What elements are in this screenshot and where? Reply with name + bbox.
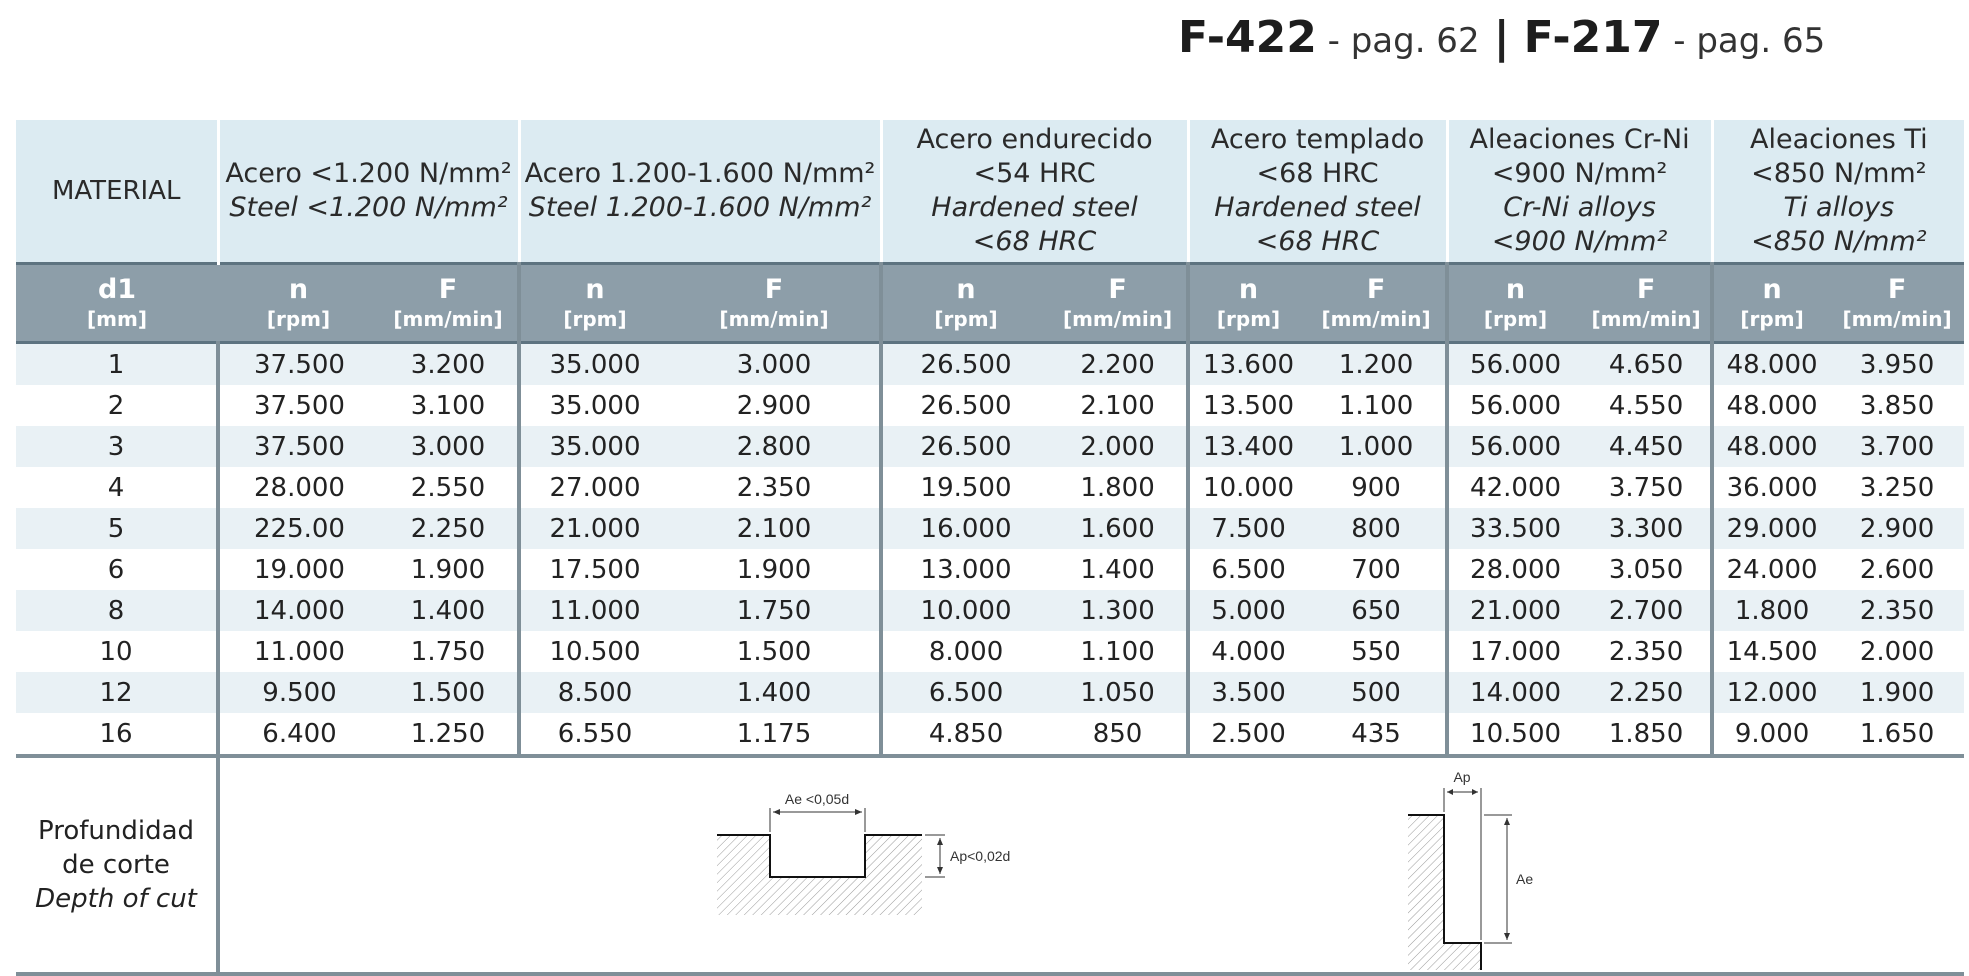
- table-row: [16, 343, 1964, 386]
- material-name-line: <900 N/mm²: [1491, 158, 1668, 189]
- rpm-header: [1188, 264, 1307, 343]
- feed-cell: 2.200: [1049, 343, 1188, 386]
- n-unit: [rpm]: [563, 307, 627, 331]
- diameter-cell: 16: [16, 713, 218, 756]
- feed-header: [1582, 264, 1712, 343]
- feed-cell: 2.700: [1582, 590, 1712, 631]
- material-name-en-line: Hardened steel: [1214, 192, 1421, 223]
- feed-cell: 650: [1307, 590, 1447, 631]
- rpm-cell: 6.400: [218, 713, 379, 756]
- diameter-cell: 8: [16, 590, 218, 631]
- rpm-cell: 9.000: [1712, 713, 1830, 756]
- feed-cell: 2.250: [379, 508, 519, 549]
- n-unit: [rpm]: [266, 307, 331, 331]
- rpm-cell: 6.500: [1188, 549, 1307, 590]
- feed-cell: 1.100: [1307, 385, 1447, 426]
- feed-cell: 2.000: [1830, 631, 1964, 672]
- diameter-cell: 3: [16, 426, 218, 467]
- title-separator: |: [1493, 12, 1510, 63]
- rpm-header: [519, 264, 669, 343]
- material-group-1: [218, 120, 519, 264]
- rpm-cell: 28.000: [1447, 549, 1582, 590]
- table-row: [16, 426, 1964, 467]
- f-unit: [mm/min]: [1321, 307, 1431, 331]
- material-name-line: Acero 1.200-1.600 N/mm²: [524, 158, 876, 189]
- rpm-cell: 56.000: [1447, 343, 1582, 386]
- f-unit: [mm/min]: [1591, 307, 1701, 331]
- table-row: [16, 631, 1964, 672]
- rpm-cell: 35.000: [519, 426, 669, 467]
- ap-label: Ap<0,02d: [950, 848, 1011, 864]
- rpm-cell: 12.000: [1712, 672, 1830, 713]
- rpm-cell: 35.000: [519, 343, 669, 386]
- slot-milling-diagram: [717, 791, 1010, 915]
- feed-cell: 3.100: [379, 385, 519, 426]
- f-label: F: [438, 274, 458, 305]
- ae-label: Ae <0,05d: [784, 791, 850, 807]
- material-name-line: <68 HRC: [1256, 158, 1379, 189]
- material-name-line: Acero <1.200 N/mm²: [225, 158, 512, 189]
- rpm-header: [1447, 264, 1582, 343]
- depth-of-cut-row: [16, 756, 1964, 974]
- slot-workpiece: [717, 835, 922, 915]
- cutting-data-table: [16, 120, 1964, 976]
- diameter-cell: 10: [16, 631, 218, 672]
- feed-cell: 1.175: [669, 713, 881, 756]
- rpm-cell: 36.000: [1712, 467, 1830, 508]
- f-label: F: [1636, 274, 1656, 305]
- depth-of-cut-diagrams: [218, 756, 1964, 974]
- feed-cell: 1.400: [669, 672, 881, 713]
- ae2-label: Ae: [1516, 871, 1534, 887]
- subheader-row: [16, 264, 1964, 343]
- rpm-cell: 42.000: [1447, 467, 1582, 508]
- n-label: n: [1505, 274, 1526, 305]
- depth-label-en: Depth of cut: [35, 884, 197, 914]
- header-row: [16, 120, 1964, 264]
- feed-cell: 1.100: [1049, 631, 1188, 672]
- material-name-line: Acero endurecido: [916, 124, 1153, 155]
- feed-cell: 2.350: [1830, 590, 1964, 631]
- n-unit: [rpm]: [934, 307, 998, 331]
- page-ref-1: - pag. 62: [1316, 21, 1480, 61]
- rpm-cell: 10.000: [1188, 467, 1307, 508]
- rpm-cell: 4.000: [1188, 631, 1307, 672]
- rpm-cell: 48.000: [1712, 343, 1830, 386]
- material-name-en-line: Hardened steel: [931, 192, 1138, 223]
- side-milling-diagram: [1408, 769, 1533, 970]
- feed-cell: 2.350: [669, 467, 881, 508]
- diameter-cell: 4: [16, 467, 218, 508]
- feed-cell: 3.200: [379, 343, 519, 386]
- f-label: F: [764, 274, 784, 305]
- diameter-cell: 1: [16, 343, 218, 386]
- rpm-cell: 10.000: [881, 590, 1049, 631]
- rpm-cell: 21.000: [519, 508, 669, 549]
- material-name-en-line: <68 HRC: [1255, 226, 1380, 257]
- table-row: [16, 549, 1964, 590]
- d1-unit: [mm]: [87, 307, 147, 331]
- table-row: [16, 672, 1964, 713]
- feed-cell: 435: [1307, 713, 1447, 756]
- f-unit: [mm/min]: [719, 307, 829, 331]
- material-group-5: [1447, 120, 1712, 264]
- rpm-cell: 8.500: [519, 672, 669, 713]
- product-code-2: F-217: [1523, 12, 1663, 63]
- n-label: n: [288, 274, 309, 305]
- rpm-cell: 14.000: [218, 590, 379, 631]
- feed-cell: 3.300: [1582, 508, 1712, 549]
- rpm-cell: 225.00: [218, 508, 379, 549]
- rpm-cell: 37.500: [218, 343, 379, 386]
- rpm-cell: 13.500: [1188, 385, 1307, 426]
- feed-cell: 1.650: [1830, 713, 1964, 756]
- feed-cell: 2.800: [669, 426, 881, 467]
- rpm-cell: 13.600: [1188, 343, 1307, 386]
- rpm-cell: 29.000: [1712, 508, 1830, 549]
- table-row: [16, 590, 1964, 631]
- rpm-header: [1712, 264, 1830, 343]
- feed-cell: 4.650: [1582, 343, 1712, 386]
- rpm-cell: 6.500: [881, 672, 1049, 713]
- d1-label: d1: [97, 274, 137, 305]
- n-label: n: [1762, 274, 1782, 305]
- feed-cell: 800: [1307, 508, 1447, 549]
- f-label: F: [1887, 274, 1907, 305]
- n-unit: [rpm]: [1216, 307, 1281, 331]
- rpm-cell: 1.800: [1712, 590, 1830, 631]
- material-group-4: [1188, 120, 1447, 264]
- material-name-line: Aleaciones Ti: [1750, 124, 1928, 155]
- rpm-cell: 13.000: [881, 549, 1049, 590]
- n-label: n: [585, 274, 605, 305]
- feed-cell: 4.550: [1582, 385, 1712, 426]
- rpm-cell: 11.000: [218, 631, 379, 672]
- feed-cell: 1.800: [1049, 467, 1188, 508]
- material-name-en-line: <850 N/mm²: [1751, 226, 1927, 257]
- page-title: [1178, 12, 1825, 63]
- feed-cell: 550: [1307, 631, 1447, 672]
- diameter-cell: 2: [16, 385, 218, 426]
- feed-header: [379, 264, 519, 343]
- material-name-en-line: Cr-Ni alloys: [1503, 192, 1656, 223]
- feed-header: [1307, 264, 1447, 343]
- d1-header: [16, 264, 218, 343]
- f-unit: [mm/min]: [393, 307, 503, 331]
- diameter-cell: 12: [16, 672, 218, 713]
- feed-cell: 2.000: [1049, 426, 1188, 467]
- n-unit: [rpm]: [1483, 307, 1548, 331]
- feed-cell: 1.600: [1049, 508, 1188, 549]
- feed-cell: 3.750: [1582, 467, 1712, 508]
- feed-cell: 1.750: [669, 590, 881, 631]
- feed-cell: 3.950: [1830, 343, 1964, 386]
- depth-of-cut-label: [16, 756, 218, 974]
- rpm-cell: 9.500: [218, 672, 379, 713]
- feed-cell: 2.100: [669, 508, 881, 549]
- rpm-cell: 10.500: [519, 631, 669, 672]
- rpm-cell: 21.000: [1447, 590, 1582, 631]
- feed-header: [1049, 264, 1188, 343]
- depth-label-line: Profundidad: [37, 816, 195, 846]
- rpm-cell: 7.500: [1188, 508, 1307, 549]
- feed-cell: 1.200: [1307, 343, 1447, 386]
- feed-cell: 3.000: [669, 343, 881, 386]
- material-name-line: <850 N/mm²: [1751, 158, 1927, 189]
- feed-cell: 700: [1307, 549, 1447, 590]
- feed-cell: 1.750: [379, 631, 519, 672]
- diameter-cell: 6: [16, 549, 218, 590]
- ap2-label: Ap: [1453, 769, 1471, 785]
- feed-cell: 1.400: [1049, 549, 1188, 590]
- material-group-2: [519, 120, 881, 264]
- rpm-cell: 56.000: [1447, 385, 1582, 426]
- depth-diagrams-svg: [220, 760, 1962, 970]
- table-row: [16, 467, 1964, 508]
- rpm-cell: 8.000: [881, 631, 1049, 672]
- material-group-3: [881, 120, 1188, 264]
- rpm-cell: 5.000: [1188, 590, 1307, 631]
- feed-cell: 1.400: [379, 590, 519, 631]
- feed-cell: 1.900: [669, 549, 881, 590]
- rpm-cell: 35.000: [519, 385, 669, 426]
- rpm-cell: 26.500: [881, 385, 1049, 426]
- feed-cell: 3.850: [1830, 385, 1964, 426]
- feed-header: [1830, 264, 1964, 343]
- f-label: F: [1108, 274, 1127, 305]
- rpm-cell: 48.000: [1712, 426, 1830, 467]
- material-name-en-line: Ti alloys: [1783, 192, 1895, 223]
- rpm-header: [218, 264, 379, 343]
- rpm-cell: 19.000: [218, 549, 379, 590]
- feed-cell: 2.600: [1830, 549, 1964, 590]
- feed-cell: 900: [1307, 467, 1447, 508]
- material-name-en-line: Steel <1.200 N/mm²: [229, 192, 508, 223]
- material-name-en-line: <68 HRC: [972, 226, 1097, 257]
- material-group-6: [1712, 120, 1964, 264]
- rpm-cell: 19.500: [881, 467, 1049, 508]
- feed-cell: 4.450: [1582, 426, 1712, 467]
- diameter-cell: 5: [16, 508, 218, 549]
- feed-cell: 1.900: [1830, 672, 1964, 713]
- table-row: [16, 385, 1964, 426]
- feed-header: [669, 264, 881, 343]
- material-name-line: <54 HRC: [973, 158, 1096, 189]
- feed-cell: 3.000: [379, 426, 519, 467]
- rpm-cell: 28.000: [218, 467, 379, 508]
- feed-cell: 1.000: [1307, 426, 1447, 467]
- feed-cell: 500: [1307, 672, 1447, 713]
- material-header: MATERIAL: [16, 120, 218, 264]
- rpm-cell: 24.000: [1712, 549, 1830, 590]
- rpm-cell: 48.000: [1712, 385, 1830, 426]
- rpm-header: [881, 264, 1049, 343]
- rpm-cell: 13.400: [1188, 426, 1307, 467]
- feed-cell: 2.550: [379, 467, 519, 508]
- rpm-cell: 2.500: [1188, 713, 1307, 756]
- rpm-cell: 4.850: [881, 713, 1049, 756]
- feed-cell: 1.850: [1582, 713, 1712, 756]
- rpm-cell: 37.500: [218, 426, 379, 467]
- rpm-cell: 27.000: [519, 467, 669, 508]
- feed-cell: 3.050: [1582, 549, 1712, 590]
- rpm-cell: 33.500: [1447, 508, 1582, 549]
- n-unit: [rpm]: [1740, 307, 1804, 331]
- feed-cell: 2.900: [1830, 508, 1964, 549]
- n-label: n: [956, 274, 976, 305]
- feed-cell: 1.050: [1049, 672, 1188, 713]
- depth-label-line: de corte: [62, 850, 170, 880]
- n-label: n: [1238, 274, 1259, 305]
- rpm-cell: 56.000: [1447, 426, 1582, 467]
- material-name-line: Aleaciones Cr-Ni: [1469, 124, 1690, 155]
- rpm-cell: 10.500: [1447, 713, 1582, 756]
- rpm-cell: 37.500: [218, 385, 379, 426]
- rpm-cell: 6.550: [519, 713, 669, 756]
- f-unit: [mm/min]: [1062, 307, 1173, 331]
- feed-cell: 1.250: [379, 713, 519, 756]
- feed-cell: 1.500: [669, 631, 881, 672]
- material-name-en-line: <900 N/mm²: [1491, 226, 1668, 257]
- material-name-en-line: Steel 1.200-1.600 N/mm²: [528, 192, 872, 223]
- feed-cell: 1.300: [1049, 590, 1188, 631]
- rpm-cell: 26.500: [881, 343, 1049, 386]
- feed-cell: 2.100: [1049, 385, 1188, 426]
- f-label: F: [1366, 274, 1386, 305]
- page-ref-2: - pag. 65: [1662, 21, 1826, 61]
- rpm-cell: 3.500: [1188, 672, 1307, 713]
- feed-cell: 3.700: [1830, 426, 1964, 467]
- feed-cell: 2.250: [1582, 672, 1712, 713]
- material-name-line: Acero templado: [1210, 124, 1425, 155]
- feed-cell: 1.900: [379, 549, 519, 590]
- table-row: [16, 713, 1964, 756]
- rpm-cell: 16.000: [881, 508, 1049, 549]
- rpm-cell: 17.000: [1447, 631, 1582, 672]
- rpm-cell: 11.000: [519, 590, 669, 631]
- table-row: [16, 508, 1964, 549]
- feed-cell: 1.500: [379, 672, 519, 713]
- feed-cell: 850: [1049, 713, 1188, 756]
- f-unit: [mm/min]: [1842, 307, 1952, 331]
- rpm-cell: 17.500: [519, 549, 669, 590]
- feed-cell: 3.250: [1830, 467, 1964, 508]
- product-code-1: F-422: [1178, 12, 1317, 63]
- feed-cell: 2.900: [669, 385, 881, 426]
- rpm-cell: 14.000: [1447, 672, 1582, 713]
- rpm-cell: 26.500: [881, 426, 1049, 467]
- feed-cell: 2.350: [1582, 631, 1712, 672]
- rpm-cell: 14.500: [1712, 631, 1830, 672]
